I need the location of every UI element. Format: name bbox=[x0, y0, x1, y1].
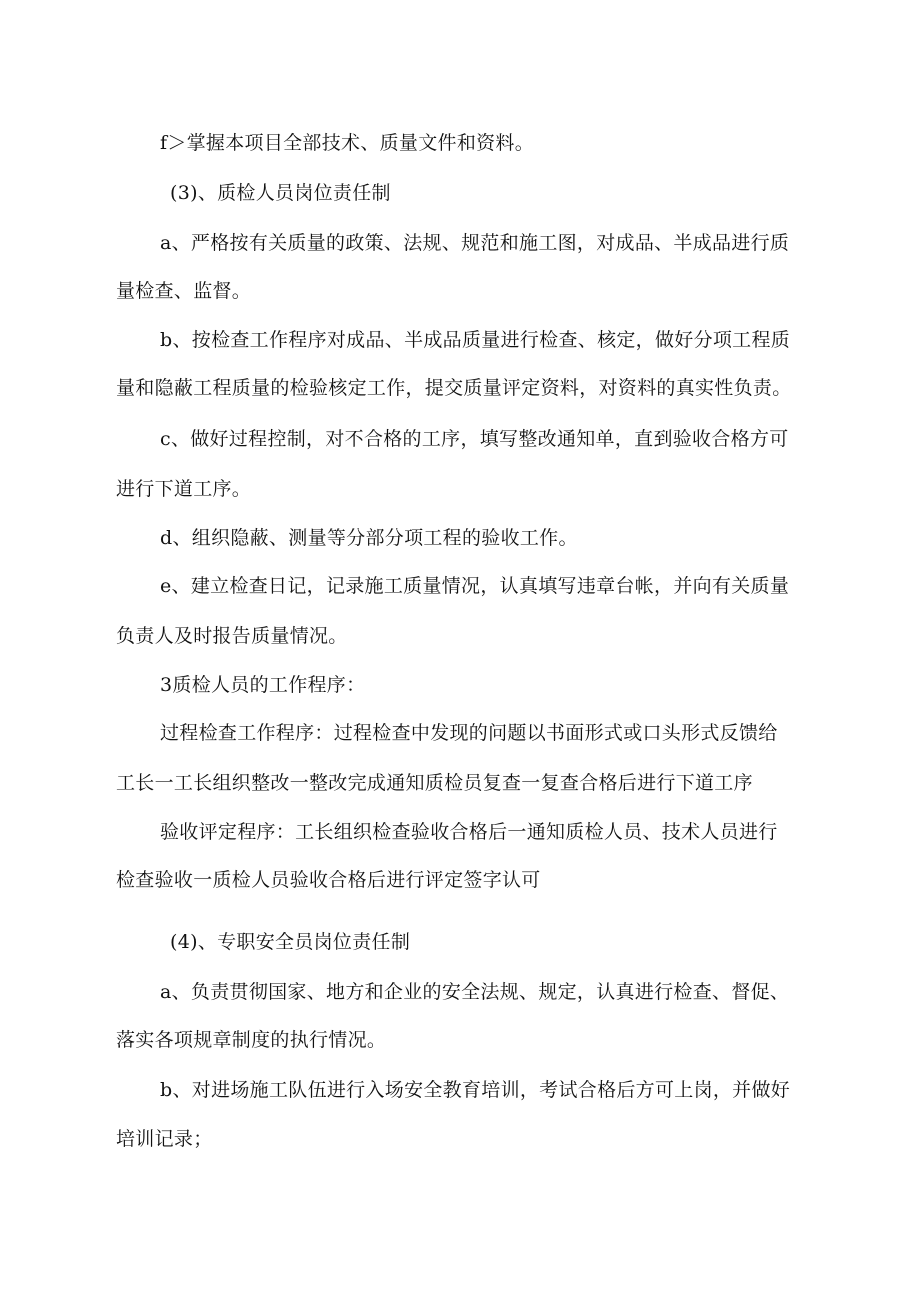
paragraph-e-line-2: 负责人及时报告质量情况。 bbox=[116, 625, 348, 647]
workflow-acceptance-line-2: 检查验收一质检人员验收合格后进行评定签字认可 bbox=[116, 869, 541, 891]
workflow-process-line-2: 工长一工长组织整改一整改完成通知质检员复查一复查合格后进行下道工序 bbox=[116, 772, 753, 794]
section-heading-4: (4)、专职安全员岗位责任制 bbox=[170, 931, 411, 953]
paragraph-c-line-1: c、做好过程控制，对不合格的工序，填写整改通知单，直到验收合格方可 bbox=[160, 428, 789, 450]
paragraph-d-line-1: d、组织隐蔽、测量等分部分项工程的验收工作。 bbox=[160, 527, 578, 549]
paragraph-f-line-1: f＞掌握本项目全部技术、质量文件和资料。 bbox=[160, 132, 535, 154]
section-heading-3: (3)、质检人员岗位责任制 bbox=[170, 182, 391, 204]
paragraph-e-line-1: e、建立检查日记，记录施工质量情况，认真填写违章台帐，并向有关质量 bbox=[160, 575, 790, 597]
paragraph-b-line-1: b、按检查工作程序对成品、半成品质量进行检查、核定，做好分项工程质 bbox=[160, 329, 791, 351]
paragraph-b-line-2: 量和隐蔽工程质量的检验核定工作，提交质量评定资料，对资料的真实性负责。 bbox=[116, 377, 792, 399]
safety-paragraph-b-line-2: 培训记录； bbox=[116, 1128, 213, 1150]
safety-paragraph-a-line-2: 落实各项规章制度的执行情况。 bbox=[116, 1029, 387, 1051]
paragraph-a-line-1: a、严格按有关质量的政策、法规、规范和施工图，对成品、半成品进行质 bbox=[160, 232, 790, 254]
workflow-process-line-1: 过程检查工作程序：过程检查中发现的问题以书面形式或口头形式反馈给 bbox=[160, 722, 778, 744]
safety-paragraph-a-line-1: a、负责贯彻国家、地方和企业的安全法规、规定，认真进行检查、督促、 bbox=[160, 981, 790, 1003]
section-heading-workflow: 3质检人员的工作程序： bbox=[160, 674, 366, 696]
paragraph-c-line-2: 进行下道工序。 bbox=[116, 478, 252, 500]
workflow-acceptance-line-1: 验收评定程序：工长组织检查验收合格后一通知质检人员、技术人员进行 bbox=[160, 821, 778, 843]
paragraph-a-line-2: 量检查、监督。 bbox=[116, 280, 252, 302]
safety-paragraph-b-line-1: b、对进场施工队伍进行入场安全教育培训，考试合格后方可上岗，并做好 bbox=[160, 1079, 791, 1101]
